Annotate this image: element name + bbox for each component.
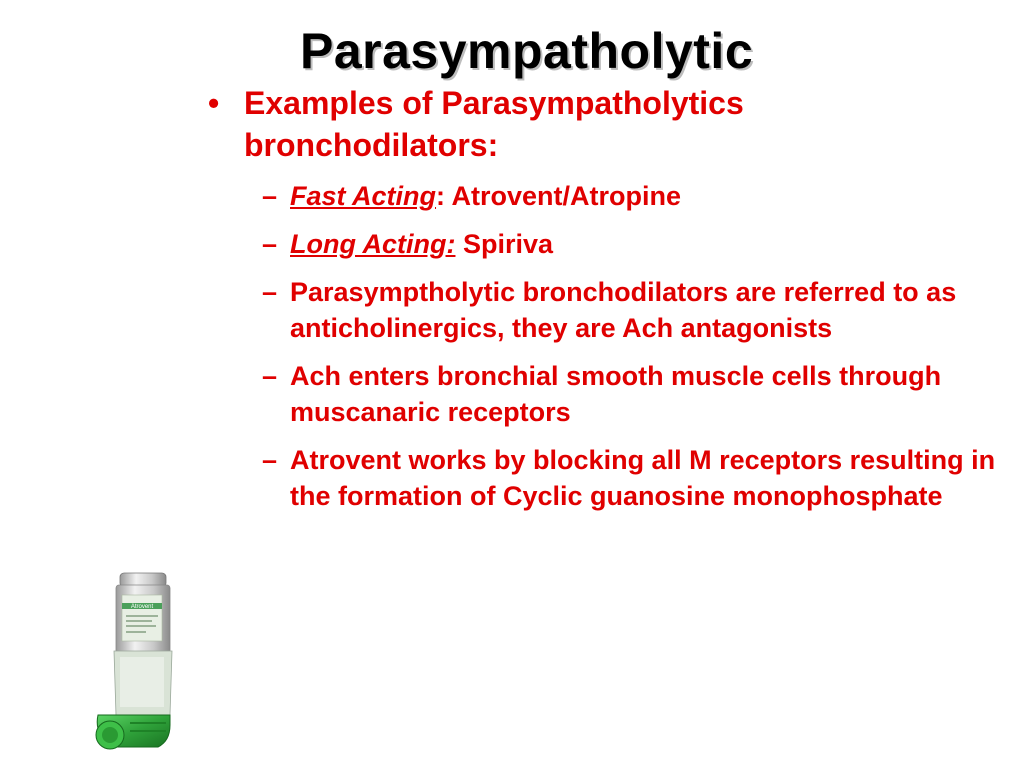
sub-item-separator bbox=[455, 229, 463, 259]
dash-icon: – bbox=[262, 181, 278, 211]
slide-title: Parasympatholytic bbox=[300, 23, 754, 79]
sub-item-text: Ach enters bronchial smooth muscle cells through muscanaric receptors bbox=[290, 361, 942, 427]
sub-item-text: Parasymptholytic bronchodilators are referred to as anticholinergics, they are Ach antagonists bbox=[290, 277, 957, 343]
dash-icon: – bbox=[262, 229, 278, 259]
sub-item-label: Long Acting: bbox=[290, 229, 456, 259]
bullet-text: Examples of Parasympatholytics bronchodilators: bbox=[244, 85, 744, 163]
bullet-dot-icon: • bbox=[208, 85, 220, 121]
sub-item-text: Spiriva bbox=[462, 229, 554, 259]
sub-item-atrovent-works bbox=[200, 442, 1000, 514]
dash-icon: – bbox=[262, 361, 278, 391]
slide-body bbox=[200, 82, 1000, 514]
inhaler-image bbox=[80, 565, 200, 760]
sub-item-text: Atrovent/Atropine bbox=[451, 181, 682, 211]
sub-item-long-acting bbox=[200, 226, 1000, 262]
dash-icon: – bbox=[262, 277, 278, 307]
sub-item-ach-enters bbox=[200, 358, 1000, 430]
sub-item-separator: : bbox=[436, 181, 452, 211]
sub-item-label: Fast Acting bbox=[290, 181, 437, 211]
dash-icon: – bbox=[262, 445, 278, 475]
sub-item-text: Atrovent works by blocking all M receptors resulting in the formation of Cyclic guanosine monophosphate bbox=[290, 445, 996, 511]
inhaler-label: Atrovent bbox=[130, 604, 154, 610]
sub-item-anticholinergics bbox=[200, 274, 1000, 346]
bullet-item bbox=[200, 82, 1000, 166]
sub-item-fast-acting bbox=[200, 178, 1000, 214]
